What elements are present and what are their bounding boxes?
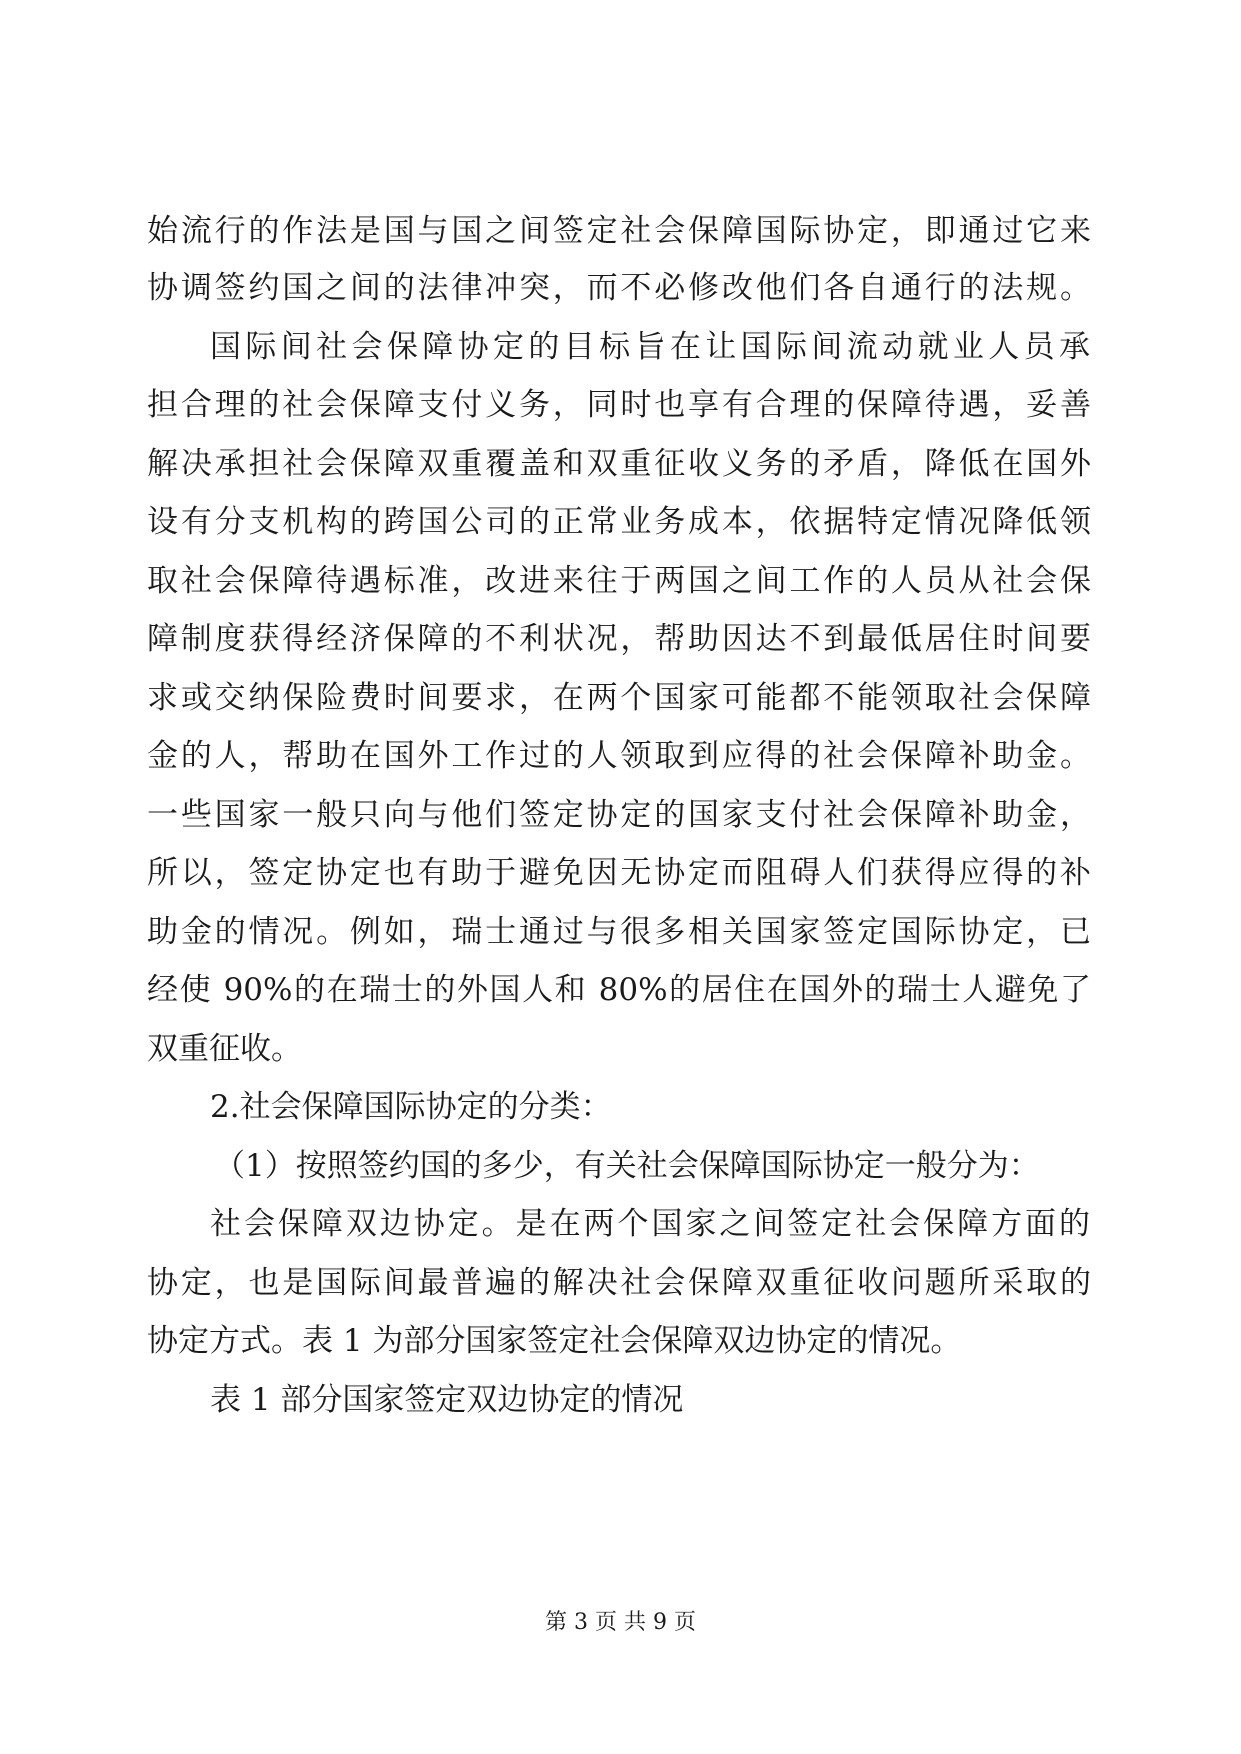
body-line: 解决承担社会保障双重覆盖和双重征收义务的矛盾，降低在国外 (147, 446, 1091, 482)
section-heading: 2.社会保障国际协定的分类： (210, 1089, 612, 1125)
body-line: 金的人，帮助在国外工作过的人领取到应得的社会保障补助金。 (147, 738, 1091, 774)
body-line: 取社会保障待遇标准，改进来往于两国之间工作的人员从社会保 (147, 563, 1091, 599)
body-line: 协调签约国之间的法律冲突，而不必修改他们各自通行的法规。 (147, 270, 1091, 306)
body-line: 社会保障双边协定。是在两个国家之间签定社会保障方面的 (210, 1206, 1090, 1242)
body-line: 一些国家一般只向与他们签定协定的国家支付社会保障补助金， (147, 797, 1091, 833)
body-line: 经使 90%的在瑞士的外国人和 80%的居住在国外的瑞士人避免了 (147, 972, 1091, 1008)
table-caption: 表 1 部分国家签定双边协定的情况 (210, 1382, 684, 1418)
body-line: 障制度获得经济保障的不利状况，帮助因达不到最低居住时间要 (147, 621, 1091, 657)
body-line: 始流行的作法是国与国之间签定社会保障国际协定，即通过它来 (147, 213, 1091, 249)
subsection-heading: （1）按照签约国的多少，有关社会保障国际协定一般分为： (214, 1148, 1040, 1184)
body-line: 协定方式。表 1 为部分国家签定社会保障双边协定的情况。 (147, 1323, 962, 1359)
body-line: 担合理的社会保障支付义务，同时也享有合理的保障待遇，妥善 (147, 387, 1091, 423)
body-line: 协定，也是国际间最普遍的解决社会保障双重征收问题所采取的 (147, 1265, 1091, 1301)
page-footer: 第 3 页 共 9 页 (545, 1610, 696, 1635)
body-line: 国际间社会保障协定的目标旨在让国际间流动就业人员承 (210, 329, 1090, 365)
body-line: 助金的情况。例如，瑞士通过与很多相关国家签定国际协定，已 (147, 914, 1091, 950)
body-line: 双重征收。 (147, 1031, 302, 1067)
body-line: 所以，签定协定也有助于避免因无协定而阻碍人们获得应得的补 (147, 855, 1091, 891)
body-line: 设有分支机构的跨国公司的正常业务成本，依据特定情况降低领 (147, 504, 1091, 540)
body-line: 求或交纳保险费时间要求，在两个国家可能都不能领取社会保障 (147, 680, 1091, 716)
